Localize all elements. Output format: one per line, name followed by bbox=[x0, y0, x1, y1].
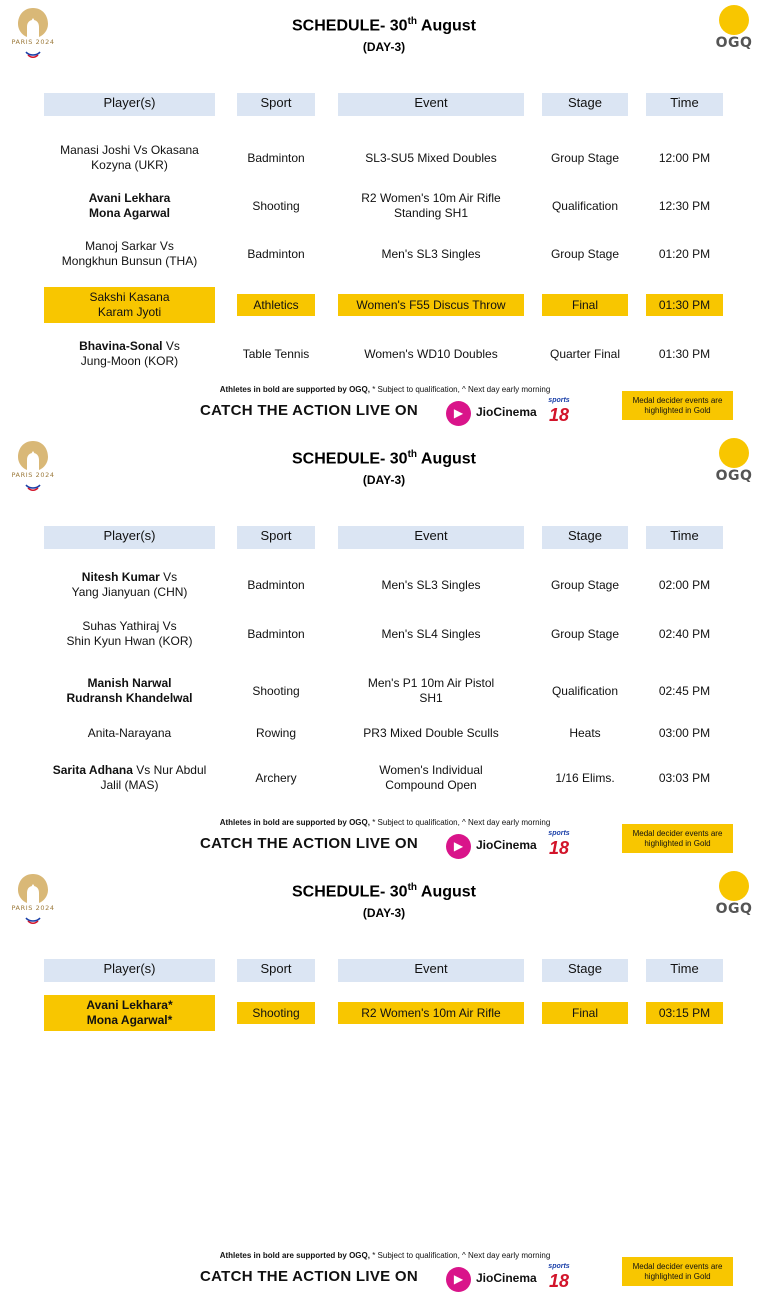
row-event: Women's F55 Discus Throw bbox=[338, 294, 524, 316]
row-sport: Badminton bbox=[247, 246, 305, 261]
row-players bbox=[44, 287, 215, 323]
players-line-2: Mona Agarwal* bbox=[86, 1013, 173, 1027]
players-plain-name: Manoj Sarkar Vs bbox=[85, 239, 174, 253]
sports18-top-text: sports bbox=[548, 830, 570, 837]
row-time: 03:00 PM bbox=[658, 725, 711, 740]
row-players bbox=[44, 189, 215, 223]
players-bold-name: Avani Lekhara* bbox=[86, 998, 173, 1012]
ogq-logo bbox=[712, 438, 756, 488]
row-players bbox=[44, 568, 215, 602]
ogq-logo-text: OGQ bbox=[715, 35, 753, 51]
players-plain-name: Vs Nur Abdul bbox=[132, 763, 207, 777]
players-text bbox=[79, 339, 180, 369]
header-players: Player(s) bbox=[44, 959, 215, 982]
players-text bbox=[53, 763, 207, 793]
row-sport: Badminton bbox=[247, 150, 305, 165]
row-players bbox=[44, 141, 215, 175]
ogq-dot-icon bbox=[719, 871, 749, 901]
row-time: 01:30 PM bbox=[658, 346, 711, 361]
players-bold-name: Avani Lekhara bbox=[88, 191, 171, 205]
paris-2024-text: PARIS 2024 bbox=[11, 38, 55, 46]
ogq-logo bbox=[712, 871, 756, 921]
jiocinema-icon: ▶ bbox=[446, 834, 471, 859]
players-plain-name: Vs bbox=[162, 339, 180, 353]
jiocinema-label: JioCinema bbox=[476, 405, 537, 419]
row-stage: Group Stage bbox=[550, 626, 620, 641]
header-time: Time bbox=[646, 93, 723, 116]
row-time: 03:03 PM bbox=[658, 770, 711, 785]
row-time: 12:30 PM bbox=[658, 198, 711, 213]
row-stage: Group Stage bbox=[550, 246, 620, 261]
ogq-dot-icon bbox=[719, 5, 749, 35]
players-text bbox=[66, 676, 192, 706]
header-stage: Stage bbox=[542, 959, 628, 982]
header-stage: Stage bbox=[542, 526, 628, 549]
support-note: Athletes in bold are supported by OGQ, * Subject to qualification, ^ Next day early morning bbox=[219, 818, 551, 827]
players-text bbox=[62, 239, 197, 269]
row-sport: Badminton bbox=[247, 577, 305, 592]
catch-action-text: CATCH THE ACTION LIVE ON bbox=[200, 402, 419, 419]
players-line-1 bbox=[89, 290, 169, 305]
players-text bbox=[86, 998, 172, 1028]
row-sport: Shooting bbox=[252, 683, 300, 698]
players-line-2: Mongkhun Bunsun (THA) bbox=[61, 254, 198, 268]
players-line-1 bbox=[79, 339, 180, 354]
row-sport: Shooting bbox=[252, 198, 300, 213]
sports18-logo bbox=[543, 397, 575, 425]
schedule-page-3 bbox=[0, 866, 768, 1299]
header-players: Player(s) bbox=[44, 526, 215, 549]
players-plain-name: Manasi Joshi Vs Okasana bbox=[60, 143, 199, 157]
row-time: 02:45 PM bbox=[658, 683, 711, 698]
row-stage: Qualification bbox=[551, 198, 619, 213]
row-players bbox=[44, 761, 215, 795]
players-bold-name: Nitesh Kumar bbox=[81, 570, 160, 584]
row-event: Men's SL3 Singles bbox=[381, 246, 481, 261]
medal-decider-note: Medal decider events are highlighted in Gold bbox=[622, 824, 733, 853]
header-sport: Sport bbox=[237, 526, 315, 549]
row-sport: Shooting bbox=[237, 1002, 315, 1024]
schedule-title: SCHEDULE- 30th August bbox=[292, 449, 476, 468]
header-sport: Sport bbox=[237, 959, 315, 982]
row-time: 03:15 PM bbox=[646, 1002, 723, 1024]
header-time: Time bbox=[646, 526, 723, 549]
support-note: Athletes in bold are supported by OGQ, * Subject to qualification, ^ Next day early morning bbox=[219, 1251, 551, 1260]
players-line-1 bbox=[62, 239, 197, 254]
players-line-2: Shin Kyun Hwan (KOR) bbox=[66, 634, 193, 648]
row-players bbox=[44, 995, 215, 1031]
schedule-subtitle: (DAY-3) bbox=[362, 906, 406, 920]
players-line-2: Karam Jyoti bbox=[97, 305, 162, 319]
players-text bbox=[89, 191, 171, 221]
medal-decider-note: Medal decider events are highlighted in Gold bbox=[622, 1257, 733, 1286]
row-sport: Athletics bbox=[237, 294, 315, 316]
players-bold-name: Manish Narwal bbox=[87, 676, 172, 690]
row-event: SL3-SU5 Mixed Doubles bbox=[365, 150, 497, 165]
players-line-1 bbox=[66, 676, 192, 691]
catch-action-text: CATCH THE ACTION LIVE ON bbox=[200, 1268, 419, 1285]
jiocinema-label: JioCinema bbox=[476, 1271, 537, 1285]
row-players bbox=[44, 617, 215, 651]
row-time: 12:00 PM bbox=[658, 150, 711, 165]
row-sport: Table Tennis bbox=[242, 346, 310, 361]
row-stage: Quarter Final bbox=[549, 346, 621, 361]
row-event: Women's Individual Compound Open bbox=[379, 763, 483, 792]
players-line-1 bbox=[88, 726, 171, 741]
jiocinema-label: JioCinema bbox=[476, 838, 537, 852]
row-time: 01:20 PM bbox=[658, 246, 711, 261]
header-players: Player(s) bbox=[44, 93, 215, 116]
row-stage: Group Stage bbox=[550, 150, 620, 165]
players-bold-name: Bhavina-Sonal bbox=[79, 339, 163, 353]
ogq-logo bbox=[712, 5, 756, 55]
players-bold-name: Sarita Adhana bbox=[52, 763, 133, 777]
row-stage: Final bbox=[542, 1002, 628, 1024]
row-stage: Qualification bbox=[551, 683, 619, 698]
header-stage: Stage bbox=[542, 93, 628, 116]
ogq-logo-text: OGQ bbox=[715, 901, 753, 917]
sports18-number: 18 bbox=[548, 838, 570, 858]
row-stage: Group Stage bbox=[550, 577, 620, 592]
sports18-number: 18 bbox=[548, 405, 570, 425]
players-line-1 bbox=[72, 570, 188, 585]
row-event: PR3 Mixed Double Sculls bbox=[363, 725, 499, 740]
jiocinema-icon: ▶ bbox=[446, 1267, 471, 1292]
players-line-1 bbox=[53, 763, 207, 778]
catch-action-text: CATCH THE ACTION LIVE ON bbox=[200, 835, 419, 852]
row-event: Men's P1 10m Air Pistol SH1 bbox=[367, 676, 495, 705]
schedule-title: SCHEDULE- 30th August bbox=[292, 882, 476, 901]
players-line-1 bbox=[60, 143, 199, 158]
row-sport: Archery bbox=[255, 770, 297, 785]
players-line-2: Mona Agarwal bbox=[89, 206, 170, 220]
players-plain-name: Sakshi Kasana bbox=[89, 290, 170, 304]
players-line-2: Kozyna (UKR) bbox=[91, 158, 168, 172]
row-stage: Final bbox=[542, 294, 628, 316]
support-note: Athletes in bold are supported by OGQ, * Subject to qualification, ^ Next day early morning bbox=[219, 385, 551, 394]
row-time: 02:00 PM bbox=[658, 577, 711, 592]
paris-2024-text: PARIS 2024 bbox=[11, 471, 55, 479]
schedule-page-1 bbox=[0, 0, 768, 433]
players-line-1 bbox=[66, 619, 192, 634]
header-event: Event bbox=[338, 959, 524, 982]
schedule-page-2 bbox=[0, 433, 768, 866]
row-stage: 1/16 Elims. bbox=[555, 770, 615, 785]
header-event: Event bbox=[338, 526, 524, 549]
ogq-dot-icon bbox=[719, 438, 749, 468]
schedule-title: SCHEDULE- 30th August bbox=[292, 16, 476, 35]
jiocinema-icon: ▶ bbox=[446, 401, 471, 426]
players-line-2: Jung-Moon (KOR) bbox=[80, 354, 179, 368]
row-players bbox=[44, 716, 215, 750]
row-sport: Rowing bbox=[255, 725, 297, 740]
row-event: R2 Women's 10m Air Rifle bbox=[338, 1002, 524, 1024]
row-players bbox=[44, 237, 215, 271]
header-time: Time bbox=[646, 959, 723, 982]
schedule-subtitle: (DAY-3) bbox=[362, 40, 406, 54]
schedule-subtitle: (DAY-3) bbox=[362, 473, 406, 487]
players-line-2: Rudransh Khandelwal bbox=[66, 691, 193, 705]
sports18-top-text: sports bbox=[548, 1263, 570, 1270]
row-event: Men's SL4 Singles bbox=[381, 626, 481, 641]
players-line-1 bbox=[89, 191, 171, 206]
paris-2024-text: PARIS 2024 bbox=[11, 904, 55, 912]
medal-decider-note: Medal decider events are highlighted in Gold bbox=[622, 391, 733, 420]
players-plain-name: Anita-Narayana bbox=[87, 725, 172, 740]
players-text bbox=[66, 619, 192, 649]
row-players bbox=[44, 337, 215, 371]
sports18-logo bbox=[543, 1263, 575, 1291]
ogq-logo-text: OGQ bbox=[715, 468, 753, 484]
row-sport: Badminton bbox=[247, 626, 305, 641]
header-event: Event bbox=[338, 93, 524, 116]
sports18-number: 18 bbox=[548, 1271, 570, 1291]
row-event: R2 Women's 10m Air Rifle Standing SH1 bbox=[361, 191, 501, 220]
header-sport: Sport bbox=[237, 93, 315, 116]
players-line-2: Jalil (MAS) bbox=[100, 778, 159, 792]
players-text bbox=[72, 570, 188, 600]
row-stage: Heats bbox=[569, 725, 601, 740]
players-line-2: Yang Jianyuan (CHN) bbox=[71, 585, 188, 599]
row-time: 01:30 PM bbox=[646, 294, 723, 316]
players-text bbox=[88, 726, 171, 741]
players-text bbox=[60, 143, 199, 173]
players-plain-name: Vs bbox=[159, 570, 178, 584]
row-time: 02:40 PM bbox=[658, 626, 711, 641]
row-event: Men's SL3 Singles bbox=[381, 577, 481, 592]
players-text bbox=[89, 290, 169, 320]
row-players bbox=[44, 674, 215, 708]
sports18-top-text: sports bbox=[548, 397, 570, 404]
sports18-logo bbox=[543, 830, 575, 858]
row-event: Women's WD10 Doubles bbox=[364, 346, 498, 361]
players-plain-name: Suhas Yathiraj Vs bbox=[82, 619, 177, 633]
players-line-1 bbox=[86, 998, 172, 1013]
